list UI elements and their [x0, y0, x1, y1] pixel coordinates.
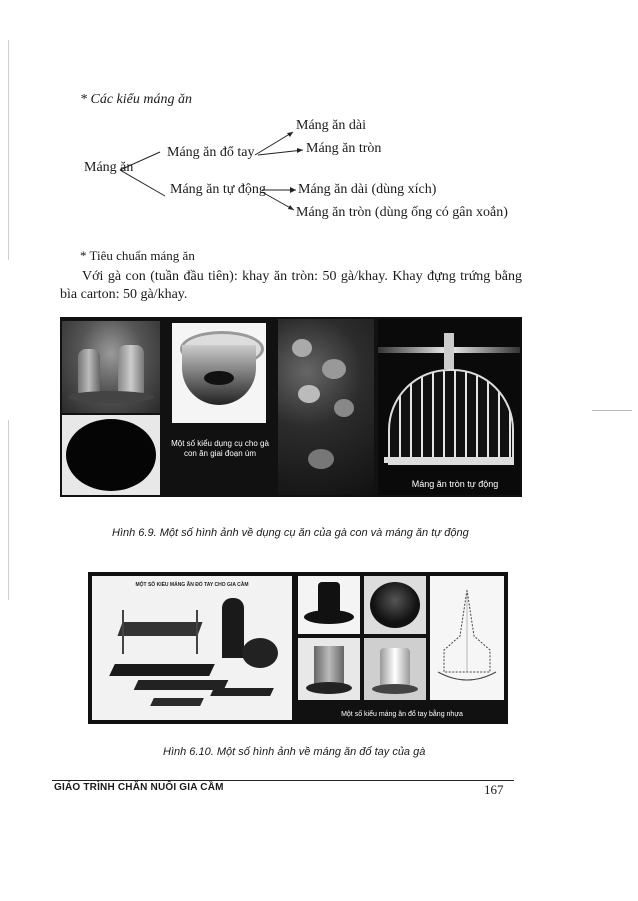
- page-number: 167: [484, 782, 504, 797]
- photo-black-dome-feeder: [364, 576, 426, 634]
- tree-root: Máng ăn: [84, 160, 134, 175]
- photo-automatic-round-feeder: [378, 319, 520, 495]
- photo-tube-feeder: [298, 638, 360, 700]
- photo-hanging-feeder: [298, 576, 360, 634]
- figure2-overlay-bottom: Một số kiểu máng ăn đổ tay bằng nhựa: [341, 711, 463, 718]
- figure-6-9-caption: Hình 6.9. Một số hình ảnh về dụng cụ ăn của gà con và máng ăn tự động: [112, 527, 469, 539]
- tree-branch-auto: Máng ăn tự động: [170, 182, 266, 197]
- tree-auto-round: Máng ăn tròn (dùng ống có gân xoắn): [296, 205, 508, 220]
- photo-round-tray: [62, 415, 160, 495]
- scan-edge-mark: [8, 420, 9, 600]
- section-heading: * Các kiểu máng ăn: [80, 92, 192, 107]
- photo-chicks: [278, 319, 374, 495]
- scan-mark-right: [592, 410, 632, 411]
- photo-feeder-diagram: [430, 576, 504, 700]
- feeder-cross-section-drawing: [430, 576, 504, 700]
- tree-manual-round: Máng ăn tròn: [306, 141, 382, 156]
- figure-6-10-caption: Hình 6.10. Một số hình ảnh về máng ăn đổ tay của gà: [163, 746, 426, 758]
- figure1-overlay-left: Một số kiểu dụng cụ cho gà con ăn giai đoạn úm: [171, 439, 269, 458]
- figure1-overlay-right: Máng ăn tròn tự động: [411, 479, 499, 489]
- photo-plastic-feeder: [364, 638, 426, 700]
- photo-feeder-bottles: [62, 321, 160, 413]
- figure-6-9: [60, 317, 522, 497]
- tree-branch-manual: Máng ăn đổ tay: [167, 145, 255, 160]
- figure-6-10: [88, 572, 508, 724]
- photo-manual-feeders: [92, 576, 292, 720]
- figure2-panel-title: MỘT SỐ KIỂU MÁNG ĂN ĐỔ TAY CHO GIA CẦM: [135, 582, 249, 588]
- footer-book-title: GIÁO TRÌNH CHĂN NUÔI GIA CẦM: [54, 782, 224, 793]
- body-paragraph: Với gà con (tuần đầu tiên): khay ăn tròn: 50 gà/khay. Khay đựng trứng bằng bìa carton: 50 gà/khay.: [60, 269, 522, 302]
- standard-heading: * Tiêu chuẩn máng ăn: [80, 248, 195, 263]
- tree-manual-long: Máng ăn dài: [296, 118, 366, 133]
- footer-rule: [52, 780, 514, 781]
- tree-auto-long: Máng ăn dài (dùng xích): [298, 182, 437, 197]
- photo-round-feeder: [172, 323, 266, 423]
